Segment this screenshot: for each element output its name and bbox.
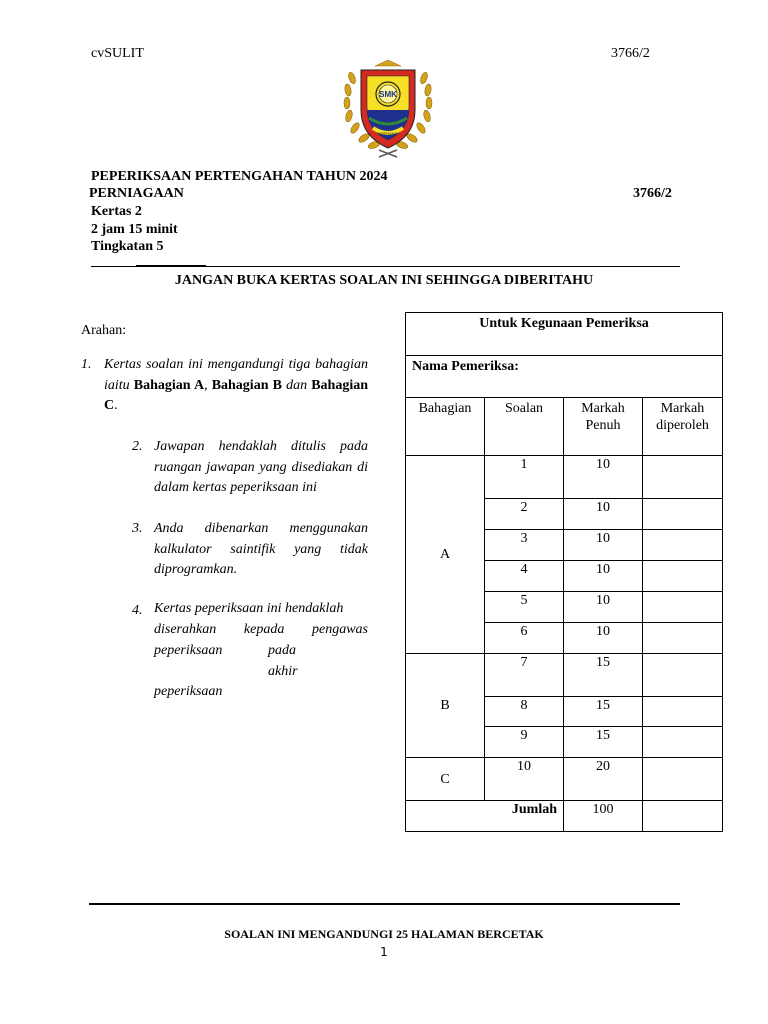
crest-band-text: SPERANG xyxy=(378,131,398,136)
section-c-label: C xyxy=(406,758,485,801)
col-header-full-marks: Markah Penuh xyxy=(564,398,643,456)
question-number: 3 xyxy=(485,530,564,561)
marks-obtained-cell[interactable] xyxy=(643,561,723,592)
instruction-4-line2 xyxy=(154,622,368,638)
col-header-marks-obtained: Markah diperoleh xyxy=(643,398,723,456)
paper-duration: 2 jam 15 minit xyxy=(91,221,178,237)
question-max-marks: 20 xyxy=(564,758,643,801)
marks-obtained-cell[interactable] xyxy=(643,727,723,758)
section-b-label: B xyxy=(406,654,485,758)
question-max-marks: 10 xyxy=(564,456,643,499)
question-number: 9 xyxy=(485,727,564,758)
instructions-heading: Arahan: xyxy=(81,323,127,338)
question-max-marks: 10 xyxy=(564,499,643,530)
question-number: 1 xyxy=(485,456,564,499)
instruction-3: Anda dibenarkan menggunakan kalkulator saintifik yang tidak diprogramkan. xyxy=(154,521,368,577)
instruction-4-number: 4. xyxy=(132,603,143,618)
subject-code: 3766/2 xyxy=(633,186,672,201)
school-crest-icon xyxy=(339,58,437,158)
table-title: Untuk Kegunaan Pemeriksa xyxy=(406,313,723,356)
title-block xyxy=(91,168,388,186)
warning-text: JANGAN BUKA KERTAS SOALAN INI SEHINGGA DIBERITAHU xyxy=(174,273,594,288)
instruction-4-line3b: pada xyxy=(268,643,296,658)
header-code: 3766/2 xyxy=(611,46,650,61)
page-number: 1 xyxy=(380,945,388,959)
instruction-1 xyxy=(104,355,368,417)
footer-page-count: SOALAN INI MENGANDUNGI 25 HALAMAN BERCETAK xyxy=(224,927,544,941)
question-number: 6 xyxy=(485,623,564,654)
instruction-1-sep: , xyxy=(204,377,212,393)
question-max-marks: 10 xyxy=(564,592,643,623)
instruction-4-line4: akhir xyxy=(268,664,298,679)
instruction-1-part-c: Bahagian C xyxy=(104,377,369,413)
exam-title: PEPERIKSAAN PERTENGAHAN TAHUN 2024 xyxy=(91,169,388,184)
subject-code-block xyxy=(633,185,672,203)
form-level: Tingkatan 5 xyxy=(91,239,164,254)
subject-line xyxy=(89,185,184,203)
marks-obtained-cell[interactable] xyxy=(643,623,723,654)
instruction-1-number: 1. xyxy=(81,357,92,372)
instruction-1-part-b: Bahagian B xyxy=(211,377,282,393)
instruction-4-line1: Kertas peperiksaan ini hendaklah xyxy=(154,601,344,616)
paper-number: Kertas 2 xyxy=(91,204,142,219)
header-sulit: cvSULIT xyxy=(91,46,144,61)
instruction-1-text-b: dan xyxy=(281,377,312,393)
question-number: 7 xyxy=(485,654,564,697)
examiner-table xyxy=(405,312,723,832)
instruction-4-word-1: diserahkan xyxy=(154,622,217,637)
marks-obtained-cell[interactable] xyxy=(643,530,723,561)
question-number: 10 xyxy=(485,758,564,801)
instruction-4-word-2: kepada xyxy=(243,622,285,637)
footer-divider xyxy=(89,903,680,905)
question-max-marks: 15 xyxy=(564,697,643,727)
instruction-2: Jawapan hendaklah ditulis pada ruangan jawapan yang disediakan di dalam kertas peperiksaan ini xyxy=(154,439,368,495)
marks-obtained-cell[interactable] xyxy=(643,499,723,530)
question-max-marks: 10 xyxy=(564,561,643,592)
crest-initials: SMK xyxy=(379,90,397,99)
instruction-4-word-3: pengawas xyxy=(312,622,368,637)
question-number: 5 xyxy=(485,592,564,623)
total-label: Jumlah xyxy=(406,801,564,832)
marks-obtained-cell[interactable] xyxy=(643,758,723,801)
subject-title: PERNIAGAAN xyxy=(89,186,184,201)
marks-obtained-cell[interactable] xyxy=(643,697,723,727)
section-a-label: A xyxy=(406,456,485,654)
instruction-1-end: . xyxy=(114,398,118,413)
col-header-section: Bahagian xyxy=(406,398,485,456)
instruction-3-number: 3. xyxy=(132,521,143,536)
title-divider-accent xyxy=(136,265,206,267)
marks-obtained-cell[interactable] xyxy=(643,654,723,697)
question-max-marks: 15 xyxy=(564,727,643,758)
examiner-name-label: Nama Pemeriksa: xyxy=(406,356,723,398)
school-crest-logo xyxy=(339,58,437,158)
question-number: 8 xyxy=(485,697,564,727)
question-max-marks: 10 xyxy=(564,530,643,561)
instruction-1-text-a: Kertas soalan ini mengandungi tiga bahagian iaitu xyxy=(104,357,368,393)
instruction-1-part-a: Bahagian A xyxy=(133,377,205,393)
question-max-marks: 10 xyxy=(564,623,643,654)
question-max-marks: 15 xyxy=(564,654,643,697)
marks-obtained-cell[interactable] xyxy=(643,456,723,499)
total-full-marks: 100 xyxy=(564,801,643,832)
question-number: 2 xyxy=(485,499,564,530)
marks-obtained-cell[interactable] xyxy=(643,592,723,623)
total-marks-obtained-cell[interactable] xyxy=(643,801,723,832)
instruction-2-number: 2. xyxy=(132,439,143,454)
instruction-4-line5: peperiksaan xyxy=(154,684,223,699)
paper-info xyxy=(91,203,178,256)
question-number: 4 xyxy=(485,561,564,592)
instruction-4-line3a: peperiksaan xyxy=(154,643,223,658)
col-header-question: Soalan xyxy=(485,398,564,456)
